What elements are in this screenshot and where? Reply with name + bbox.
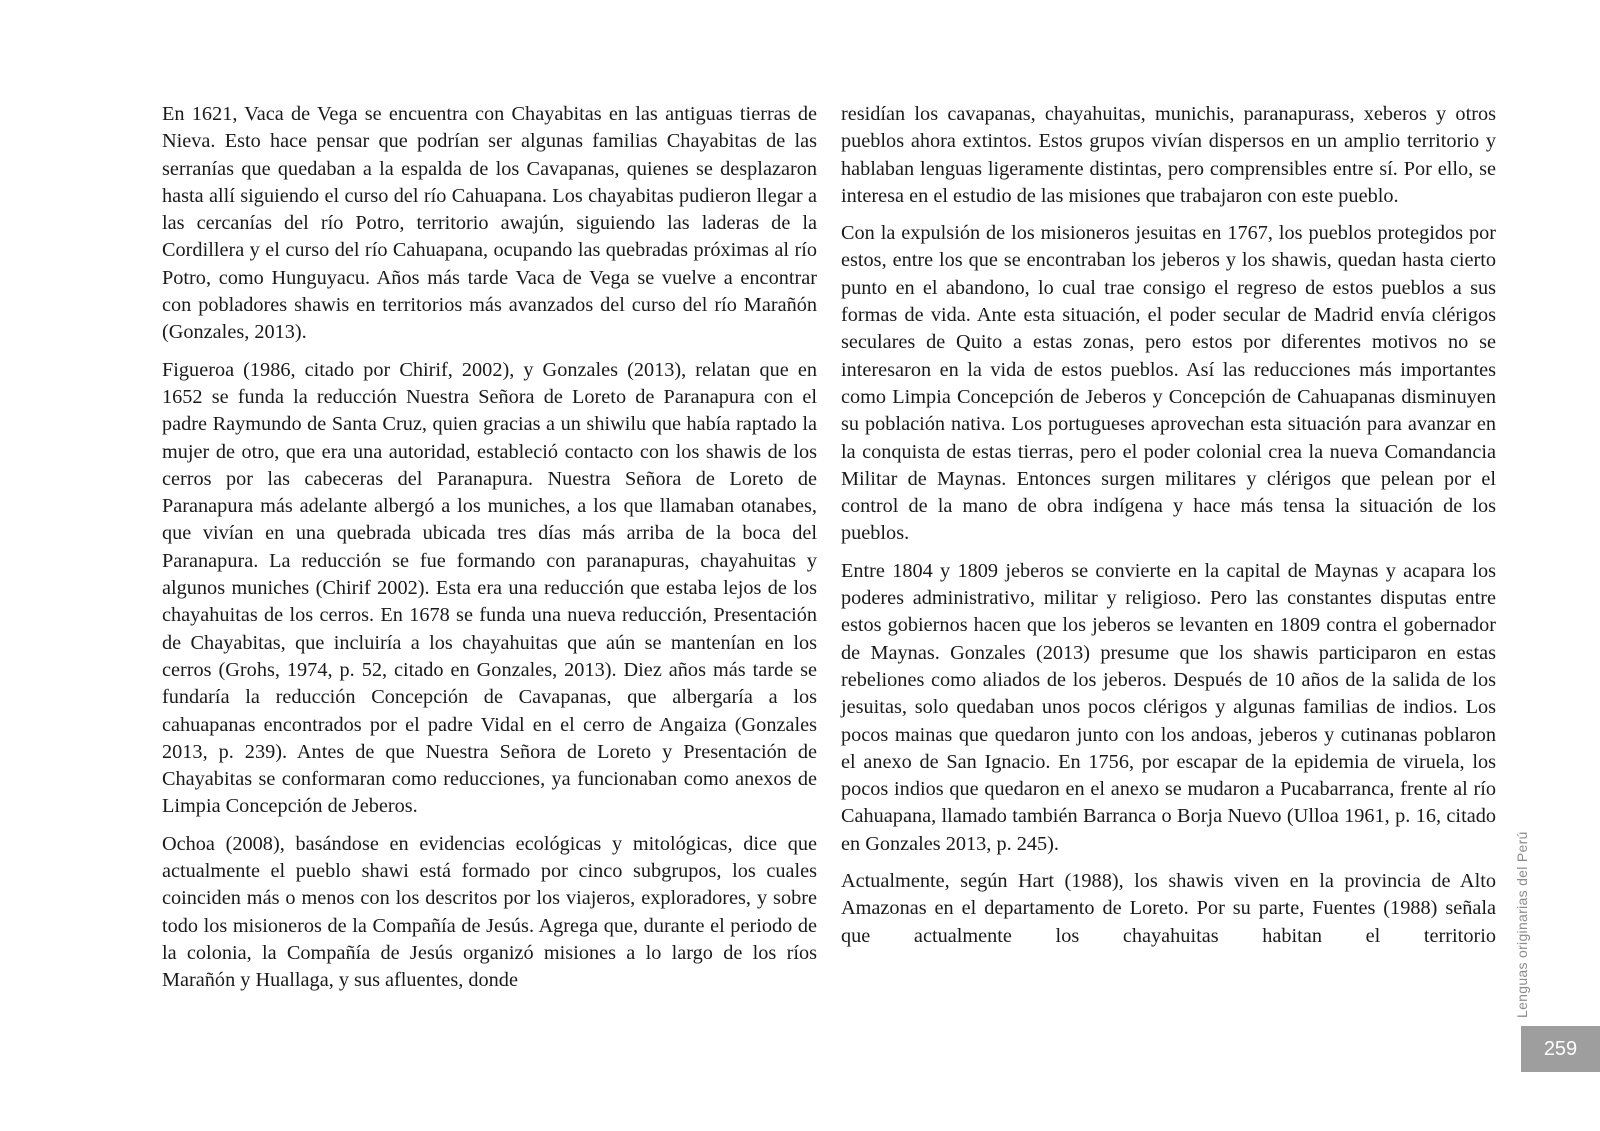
paragraph: Ochoa (2008), basándose en evidencias ecológicas y mitológicas, dice que actualmente el pueblo shawi está formado por cinco subgrupos, los cuales coinciden más o menos con los descritos por los viajeros, exploradores, y sobre todo los misioneros de la Compañía de Jesús. Agrega que, durante el periodo de la colonia, la Compañía de Jesús organizó misiones a lo largo de los ríos Marañón y Huallaga, y sus afluentes, donde: [162, 832, 817, 992]
paragraph: Con la expulsión de los misioneros jesuitas en 1767, los pueblos protegidos por estos, entre los que se encontraban los jeberos y los shawis, quedan hasta cierto punto en el abandono, lo cual trae consigo el regreso de estos pueblos a sus formas de vida. Ante esta situación, el poder secular de Madrid envía clérigos seculares de Quito a estas zonas, pero estos por diferentes motivos no se interesaron en la vida de estos pueblos. Así las reducciones más importantes como Limpia Concepción de Jeberos y Concepción de Cahuapanas disminuyen su población nativa. Los portugueses aprovechan esta situación para avanzar en la conquista de estas tierras, pero el poder colonial crea la nueva Comandancia Militar de Maynas. Entonces surgen militares y clérigos que pelean por el control de la mano de obra indígena y hace más tensa la situación de los pueblos.: [841, 222, 1496, 545]
left-text-column: [162, 101, 817, 1005]
page-number: 259: [1543, 1037, 1578, 1060]
right-text-column: [841, 101, 1496, 960]
paragraph: Figueroa (1986, citado por Chirif, 2002), y Gonzales (2013), relatan que en 1652 se funda la reducción Nuestra Señora de Loreto de Paranapura con el padre Raymundo de Santa Cruz, quien gracias a un shiwilu que había raptado la mujer de otro, que era una autoridad, estableció contacto con los shawis de los cerros por las cabeceras del Paranapura. Nuestra Señora de Loreto de Paranapura más adelante albergó a los muniches, a los que llamaban otanabes, que vivían en una quebrada ubicada tres días más arriba de la boca del Paranapura. La reducción se fue formando con paranapuras, chayahuitas y algunos muniches (Chirif 2002). Esta era una reducción que estaba lejos de los chayahuitas de los cerros. En 1678 se funda una nueva reducción, Presentación de Chayabitas, que incluiría a los chayahuitas que aún se mantenían en los cerros (Grohs, 1974, p. 52, citado en Gonzales, 2013). Diez años más tarde se fundaría la reducción Concepción de Cavapanas, que albergaría a los cahuapanas encontrados por el padre Vidal en el cerro de Angaiza (Gonzales 2013, p. 239). Antes de que Nuestra Señora de Loreto y Presentación de Chayabitas se conformaran como reducciones, ya funcionaban como anexos de Limpia Concepción de Jeberos.: [162, 358, 817, 818]
paragraph: residían los cavapanas, chayahuitas, munichis, paranapurass, xeberos y otros pueblos ahora extintos. Estos grupos vivían dispersos en un amplio territorio y hablaban lenguas ligeramente distintas, pero comprensibles entre sí. Por ello, se interesa en el estudio de las misiones que trabajaron con este pueblo.: [841, 103, 1496, 207]
paragraph: Actualmente, según Hart (1988), los shawis viven en la provincia de Alto Amazonas en el departamento de Loreto. Por su parte, Fuentes (1988) señala que actualmente los chayahuitas habitan el territorio: [841, 870, 1496, 947]
running-title-text: Lenguas originarias del Perú: [1514, 831, 1530, 1018]
page-number-box: [1521, 1026, 1600, 1072]
paragraph: Entre 1804 y 1809 jeberos se convierte en la capital de Maynas y acapara los poderes administrativo, militar y religioso. Pero las constantes disputas entre estos gobiernos hacen que los jeberos se levanten en 1809 contra el gobernador de Maynas. Gonzales (2013) presume que los shawis participaron en estas rebeliones como aliados de los jeberos. Después de 10 años de la salida de los jesuitas, solo quedaban unos pocos clérigos y algunas familias de indios. Los pocos mainas que quedaron junto con los andoas, jeberos y cutinanas poblaron el anexo de San Ignacio. En 1756, por escapar de la epidemia de viruela, los pocos indios que quedaron en el anexo se mudaron a Pucabarranca, frente al río Cahuapana, llamado también Barranca o Borja Nuevo (Ulloa 1961, p. 16, citado en Gonzales 2013, p. 245).: [841, 559, 1496, 855]
paragraph: En 1621, Vaca de Vega se encuentra con Chayabitas en las antiguas tierras de Nieva. Esto hace pensar que podrían ser algunas familias Chayabitas de las serranías que quedaban a la espalda de los Cavapanas, quienes se desplazaron hasta allí siguiendo el curso del río Cahuapana. Los chayabitas pudieron llegar a las cercanías del río Potro, territorio awajún, siguiendo las laderas de la Cordillera y el curso del río Cahuapana, ocupando las quebradas próximas al río Potro, como Hunguyacu. Años más tarde Vaca de Vega se vuelve a encontrar con pobladores shawis en territorios más avanzados del curso del río Marañón (Gonzales, 2013).: [162, 103, 817, 344]
